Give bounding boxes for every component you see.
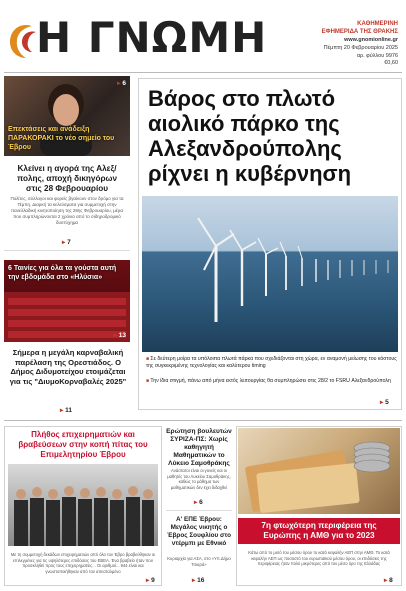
tagline-line-2: ΕΦΗΜΕΡΙΔΑ ΤΗΣ ΘΡΑΚΗΣ bbox=[321, 29, 398, 35]
coins-and-banknotes-icon bbox=[238, 428, 400, 514]
newspaper-title: Η ΓΝΩΜΗ bbox=[36, 13, 268, 62]
headline-epe[interactable]: Α' ΕΠΕ Έβρου: Μεγάλος νικητής ο Έβρος Σουφλίου στο ντέρμπι με Εθνικό bbox=[167, 516, 231, 547]
page-ref: ▸ 8 bbox=[384, 576, 393, 584]
portrait-photo[interactable] bbox=[4, 76, 130, 156]
summary-business: Με τη συμμετοχή δεκάδων επιχειρηματιών από όλο τον Έβρο βραβεύθηκαν οι επιλεγμένες για τις υψηλότερες επιδόσεις του ΕΒΕΑ. Ένα βραβείο ήταν που προσκληθεί προς τους επιχειρηματίες... Οι αριθμοί... 944 είναι και γνωστοποιήθηκαν από τον απεσταλμένο bbox=[10, 552, 156, 574]
page-ref: ▸ 13 bbox=[114, 331, 126, 339]
masthead-rule bbox=[4, 72, 402, 73]
people-group-icon bbox=[8, 464, 158, 546]
page-ref: ▸ 11 bbox=[60, 406, 72, 414]
main-headline[interactable]: Βάρος στο πλωτό αιολικό πάρκο της Αλεξανδρούπολης ρίχνει η κυβέρνηση bbox=[148, 86, 352, 186]
logo-swirl-icon bbox=[6, 20, 40, 60]
summary-region: Κάτω από το μισό του μέσου όρου το κατά κεφαλήν ΑΕΠ στην ΑΜΘ. Το κατά κεφαλήν ΑΕΠ ως ποσοστό του ευρωπαϊκού μέσου όρου, οι επιδόσεις της περιφέρειας ήταν πολύ μικρότερες από τον μέσο όρο της Ελλάδας bbox=[248, 550, 390, 566]
headline-business[interactable]: Πλήθος επιχειρηματιών και βραβεύσεων στην κοπή πίτας του Επιμελητηρίου Έβρου bbox=[18, 430, 148, 459]
summary-epe: Κυριαρχία για ΑΣΑ, στο «Υπ.Δήμο Τσιαρά» bbox=[167, 556, 231, 567]
summary-alex-market: Πολίτες, σύλλογοι και φορείς βγαίνουν στον δρόμο για τα Τέμπη. Διαρκή τα κελεύσματα για συμμετοχή στην πανελλαδική κινητοποίηση της 28ης Φεβρουαρίου, μέρα που συμπληρώνονται 2 χρόνια από το σιδηροδρομικό δυστύχημα bbox=[10, 196, 124, 225]
photo-caption: Επεκτάσεις και ανάδειξη ΠΑΡΑΚΟΡΑΚΙ το νέο σημείο του Έβρου bbox=[8, 126, 115, 151]
wind-turbines-icon bbox=[142, 196, 398, 352]
tagline bbox=[322, 20, 398, 36]
offshore-wind-photo[interactable] bbox=[142, 196, 398, 352]
main-bullet-1: ■ Σε δεύτερη μοίρα τα υπόλοιπα πλωτά πάρκα που σχεδιάζονται στη χώρα, εν αναμονή μείωσης του κόστους της συγκεκριμένης τεχνολογίας και καλύτερου timing bbox=[146, 356, 398, 370]
money-photo[interactable] bbox=[238, 428, 400, 514]
page-ref: ▸ 16 bbox=[192, 576, 204, 584]
headline-samothraki[interactable]: Ερώτηση βουλευτών ΣΥΡΙΖΑ-ΠΣ: Χωρίς καθηγητή Μαθηματικών το Λύκειο Σαμοθράκης bbox=[166, 428, 232, 467]
tagline-line-1: ΚΑΘΗΜΕΡΙΝΗ bbox=[357, 21, 398, 27]
headline-carnival[interactable]: Σήμερα η μεγάλη καρναβαλική παρέλαση της Ορεστιάδος. Ο Δήμος Διδυμοτείχου ετοιμάζεται για τις "ΔιυμοΚορναβαλές 2025" bbox=[9, 348, 127, 386]
divider bbox=[166, 510, 232, 511]
cinema-headline: 6 Ταινίες για όλα τα γούστα αυτή την εβδομάδα στο «Ηλύσια» bbox=[8, 265, 117, 281]
issue-date: Πέμπτη 20 Φεβρουαρίου 2025 bbox=[323, 45, 398, 51]
website: www.gnomionline.gr bbox=[344, 37, 398, 43]
issue-number: αρ. φύλλου 9976 bbox=[356, 53, 398, 59]
headline-region[interactable]: 7η φτωχότερη περιφέρεια της Ευρώπης η ΑΜΘ για το 2023 bbox=[238, 518, 400, 544]
masthead bbox=[0, 0, 406, 72]
issue-meta bbox=[324, 36, 398, 60]
group-photo[interactable] bbox=[8, 464, 158, 546]
page-ref: ▸ 6 bbox=[117, 79, 126, 87]
page-ref: ▸ 7 bbox=[62, 238, 71, 246]
cinema-photo[interactable] bbox=[4, 260, 130, 342]
summary-samothraki: Ανάστατοι είναι οι γονείς και οι μαθητές του Λυκείου Σαμοθράκης, καθώς το μάθημα των μαθηματικών δεν έχει διδαχθεί bbox=[167, 468, 231, 490]
price: €0,60 bbox=[384, 60, 398, 66]
divider bbox=[4, 250, 130, 251]
headline-alex-market[interactable]: Κλείνει η αγορά της Αλεξ/πολης, αποχή δικηγόρων στις 28 Φεβρουαρίου bbox=[16, 164, 118, 193]
page-ref: ▸ 5 bbox=[380, 398, 389, 406]
main-bullet-2: ■ Την ίδια στιγμή, πάνω από μήνα εκτός λειτουργίας θα συμπληρώσει στις 28/2 το FSRU Αλεξανδρούπολη bbox=[146, 378, 398, 385]
page-ref: ▸ 6 bbox=[194, 498, 203, 506]
page-ref: ▸ 9 bbox=[146, 576, 155, 584]
section-rule bbox=[4, 420, 402, 421]
theatre-seats-icon bbox=[4, 284, 130, 342]
